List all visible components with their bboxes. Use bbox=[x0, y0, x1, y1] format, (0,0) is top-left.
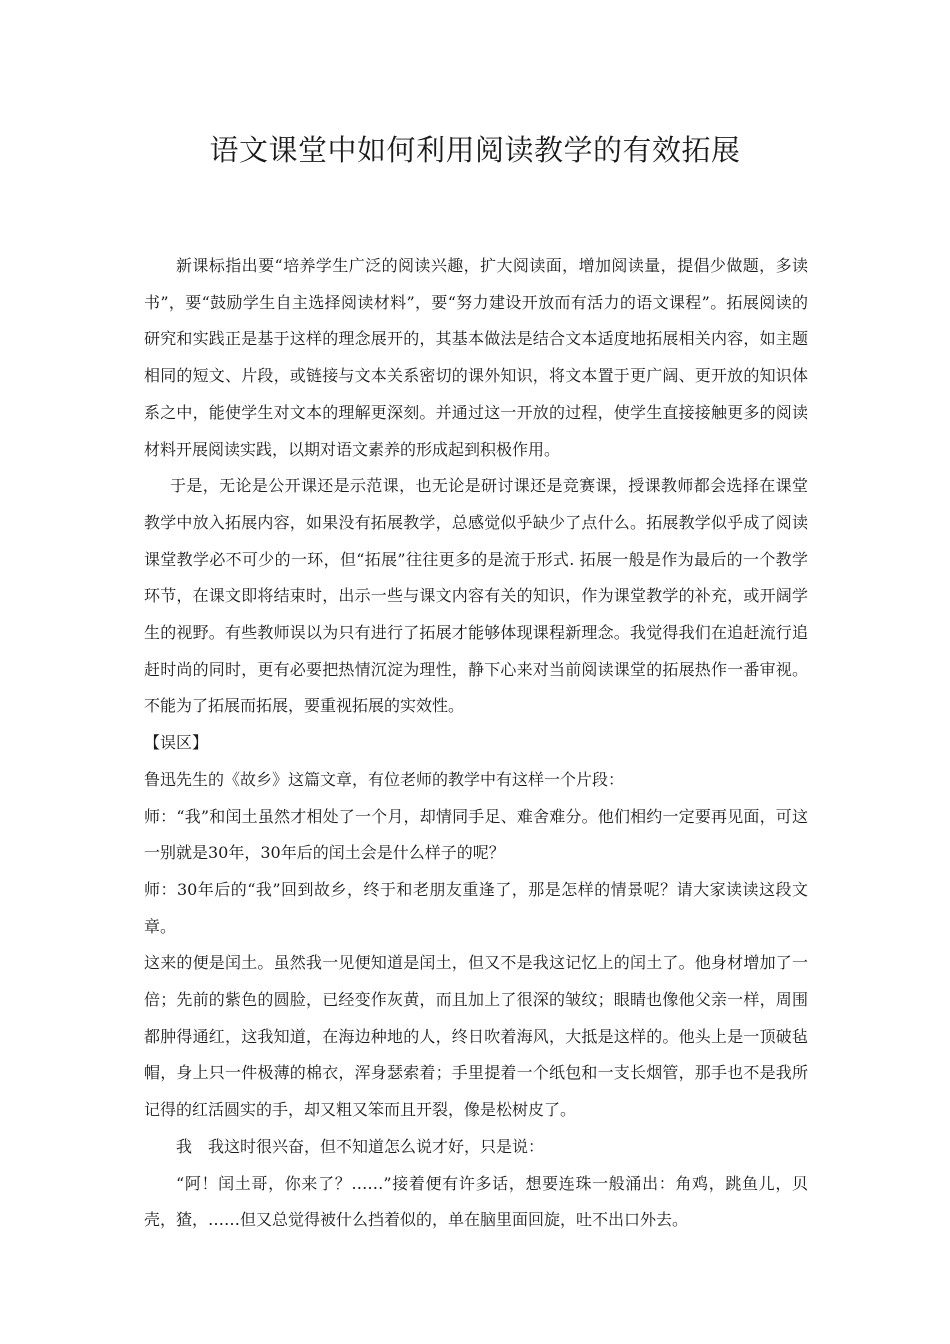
document-title: 语文课堂中如何利用阅读教学的有效拓展 bbox=[209, 133, 741, 167]
paragraph-quoted-dialogue-1: 我 我这时很兴奋，但不知道怎么说才好，只是说： bbox=[176, 1136, 545, 1156]
paragraph-quoted-passage: 这来的便是闰土。虽然我一见便知道是闰土，但又不是我这记忆上的闰土了。他身材增加了一倍；先前的紫色的圆脸，已经变作灰黄，而且加上了很深的皱纹；眼睛也像他父亲一样，周围都肿得通红，这我知道，在海边种地的人，终日吹着海风，大抵是这样的。他头上是一顶破毡帽，身上只一件极薄的棉衣，浑身瑟索着；手里提着一个纸包和一支长烟管，那手也不是我所记得的红活圆实的手，却又粗又笨而且开裂，像是松树皮了。 bbox=[144, 953, 808, 1120]
paragraph-teacher-question-1: 师：“我”和闰土虽然才相处了一个月，却情同手足、难舍难分。他们相约一定要再见面，可这一别就是30年，30年后的闰土会是什么样子的呢？ bbox=[144, 806, 808, 863]
document-body bbox=[144, 248, 808, 1239]
paragraph-teacher-question-2: 师：30年后的“我”回到故乡，终于和老朋友重逢了，那是怎样的情景呢？请大家读读这段文章。 bbox=[144, 879, 808, 936]
paragraph-quoted-dialogue-2: “阿！闰土哥，你来了？……”接着便有许多话，想要连珠一般涌出：角鸡，跳鱼儿，贝壳，猹，……但又总觉得被什么挡着似的，单在脑里面回旋，吐不出口外去。 bbox=[144, 1173, 808, 1230]
paragraph-example-intro: 鲁迅先生的《故乡》这篇文章，有位老师的教学中有这样一个片段： bbox=[144, 769, 625, 789]
paragraph-context: 于是，无论是公开课还是示范课，也无论是研讨课还是竞赛课，授课教师都会选择在课堂教学中放入拓展内容，如果没有拓展教学，总感觉似乎缺少了点什么。拓展教学似乎成了阅读课堂教学必不可少的一环，但“拓展”往往更多的是流于形式. 拓展一般是作为最后的一个教学环节，在课文即将结束时，出示一些与课文内容有关的知识，作为课堂教学的补充，或开阔学生的视野。有些教师误以为只有进行了拓展才能够体现课程新理念。我觉得我们在追赶流行追赶时尚的同时，更有必要把热情沉淀为理性，静下心来对当前阅读课堂的拓展热作一番审视。不能为了拓展而拓展，要重视拓展的实效性。 bbox=[144, 476, 808, 716]
paragraph-intro: 新课标指出要“培养学生广泛的阅读兴趣，扩大阅读面，增加阅读量，提倡少做题，多读书”，要“鼓励学生自主选择阅读材料”，要“努力建设开放而有活力的语文课程”。拓展阅读的研究和实践正是基于这样的理念展开的，其基本做法是结合文本适度地拓展相关内容，如主题相同的短文、片段，或链接与文本关系密切的课外知识，将文本置于更广阔、更开放的知识体系之中，能使学生对文本的理解更深刻。并通过这一开放的过程，使学生直接接触更多的阅读材料开展阅读实践，以期对语文素养的形成起到积极作用。 bbox=[144, 256, 808, 459]
section-heading-misconception: 【误区】 bbox=[144, 733, 209, 753]
